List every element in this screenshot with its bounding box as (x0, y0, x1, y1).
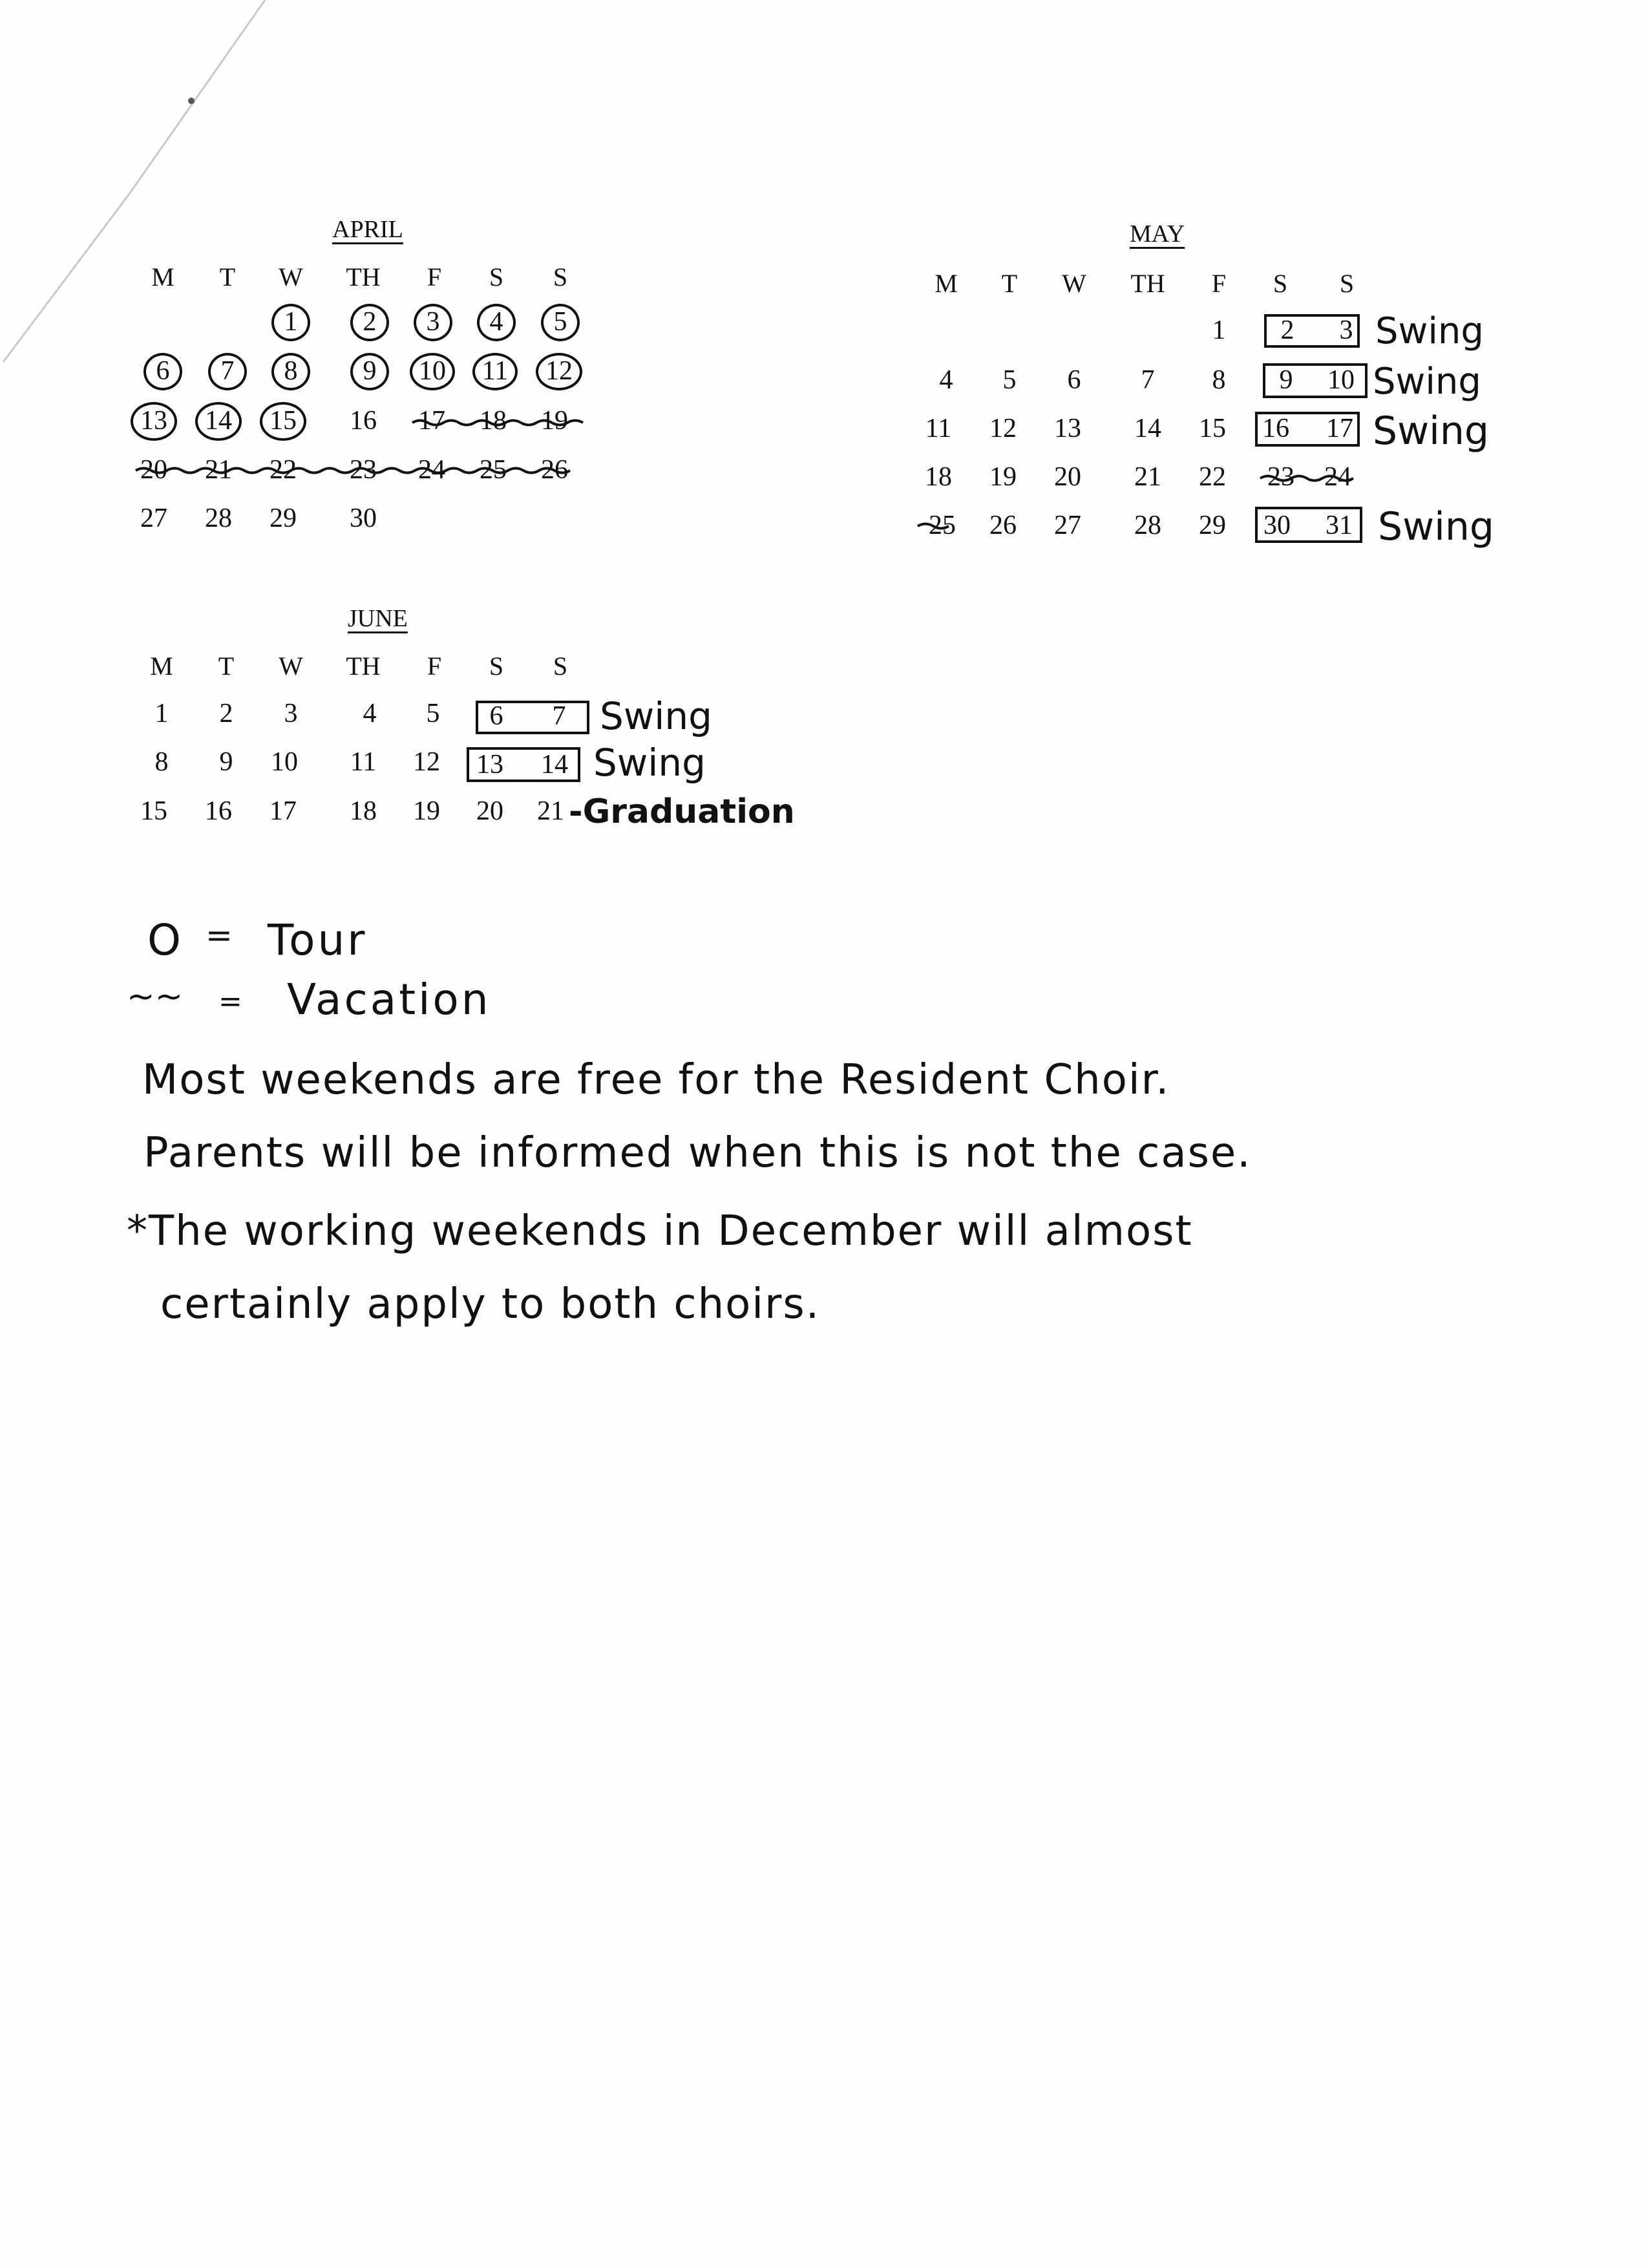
swing-annotation: Swing (1373, 408, 1489, 454)
day-number: 22 (269, 455, 297, 485)
day-number: 18 (480, 406, 507, 436)
weekday-label: S (1273, 269, 1288, 298)
day-number: 18 (350, 796, 377, 826)
day-number: 21 (205, 455, 232, 485)
day-number: 3 (284, 699, 298, 728)
weekday-label: T (219, 262, 236, 291)
day-number: 6 (489, 701, 503, 731)
day-number: 27 (140, 503, 167, 533)
day-number: 29 (1199, 511, 1226, 540)
swing-annotation: Swing (1375, 310, 1484, 352)
day-number: 18 (925, 462, 952, 492)
day-number: 30 (350, 503, 377, 533)
day-number: 17 (1326, 414, 1353, 443)
day-number: 20 (140, 455, 167, 485)
vacation-legend-equals: = (218, 985, 242, 1018)
day-number: 11 (481, 356, 509, 386)
day-number: 10 (419, 356, 446, 386)
day-number: 10 (1327, 365, 1355, 395)
weekday-label: F (427, 262, 442, 291)
weekday-label: S (553, 652, 568, 681)
day-number: 11 (350, 747, 377, 777)
day-number: 19 (413, 796, 440, 826)
day-number: 1 (1212, 315, 1226, 345)
day-number: 1 (284, 307, 298, 337)
day-number: 12 (989, 414, 1017, 443)
day-number: 30 (1263, 511, 1291, 540)
april-title: APRIL (332, 216, 403, 243)
weekday-label: M (150, 652, 173, 681)
day-number: 3 (1339, 315, 1353, 345)
day-number: 8 (284, 356, 298, 386)
day-number: 5 (1002, 365, 1017, 395)
vacation-legend-label: Vacation (287, 975, 491, 1024)
weekday-label: S (489, 262, 504, 291)
day-number: 3 (426, 307, 440, 337)
day-number: 1 (154, 699, 169, 728)
day-number: 7 (552, 701, 566, 731)
day-number: 15 (140, 796, 167, 826)
day-number: 14 (1134, 414, 1161, 443)
weekday-label: F (1211, 269, 1227, 298)
day-number: 24 (1324, 462, 1351, 492)
day-number: 16 (350, 406, 377, 436)
weekday-label: W (1062, 269, 1086, 298)
day-number: 16 (205, 796, 232, 826)
day-number: 10 (271, 747, 298, 777)
day-number: 13 (140, 406, 167, 436)
day-number: 20 (476, 796, 503, 826)
graduation-annotation: -Graduation (569, 792, 795, 831)
day-number: 27 (1054, 511, 1081, 540)
day-number: 9 (363, 356, 377, 386)
weekday-label: M (935, 269, 958, 298)
day-number: 25 (480, 455, 507, 485)
june-title: JUNE (348, 605, 408, 632)
note-line: certainly apply to both choirs. (160, 1280, 821, 1328)
day-number: 22 (1199, 462, 1226, 492)
swing-annotation: Swing (1378, 504, 1494, 549)
day-number: 15 (269, 406, 297, 436)
day-number: 9 (1279, 365, 1293, 395)
day-number: 17 (269, 796, 297, 826)
day-number: 28 (1134, 511, 1161, 540)
day-number: 23 (350, 455, 377, 485)
day-number: 5 (426, 699, 440, 728)
day-number: 7 (1141, 365, 1155, 395)
day-number: 6 (156, 356, 170, 386)
day-number: 29 (269, 503, 297, 533)
day-number: 21 (537, 796, 564, 826)
day-number: 8 (1212, 365, 1226, 395)
day-number: 2 (1280, 315, 1294, 345)
weekday-label: S (553, 262, 568, 291)
weekday-label: TH (346, 652, 381, 681)
day-number: 13 (476, 750, 503, 779)
day-number: 26 (541, 455, 568, 485)
weekday-label: T (1001, 269, 1018, 298)
note-line: *The working weekends in December will almost (127, 1207, 1193, 1255)
tour-legend-equals: = (206, 917, 233, 954)
day-number: 6 (1067, 365, 1081, 395)
weekday-label: W (279, 652, 303, 681)
weekday-label: M (151, 262, 174, 291)
day-number: 14 (205, 406, 232, 436)
weekday-label: W (279, 262, 303, 291)
swing-annotation: Swing (1373, 361, 1481, 403)
day-number: 13 (1054, 414, 1081, 443)
tour-legend-symbol: O (147, 915, 181, 965)
day-number: 12 (545, 356, 573, 386)
day-number: 31 (1326, 511, 1353, 540)
may-vacation-strikethrough (0, 0, 1422, 556)
day-number: 24 (418, 455, 445, 485)
day-number: 20 (1054, 462, 1081, 492)
may-title: MAY (1130, 220, 1185, 248)
day-number: 17 (418, 406, 445, 436)
tour-legend-label: Tour (268, 915, 368, 965)
day-number: 4 (489, 307, 503, 337)
day-number: 23 (1267, 462, 1294, 492)
day-number: 11 (925, 414, 952, 443)
weekday-label: TH (346, 262, 381, 291)
day-number: 7 (220, 356, 235, 386)
day-number: 25 (929, 511, 956, 540)
day-number: 26 (989, 511, 1017, 540)
swing-annotation: Swing (600, 694, 712, 738)
swing-annotation: Swing (593, 741, 706, 785)
day-number: 14 (541, 750, 568, 779)
day-number: 19 (989, 462, 1017, 492)
day-number: 5 (553, 307, 567, 337)
weekday-label: S (1339, 269, 1355, 298)
weekday-label: S (489, 652, 504, 681)
day-number: 8 (154, 747, 169, 777)
day-number: 4 (939, 365, 953, 395)
day-number: 15 (1199, 414, 1226, 443)
day-number: 21 (1134, 462, 1161, 492)
day-number: 4 (363, 699, 377, 728)
day-number: 2 (363, 307, 377, 337)
note-line: Most weekends are free for the Resident Choir. (142, 1056, 1170, 1104)
day-number: 9 (219, 747, 233, 777)
weekday-label: T (218, 652, 235, 681)
day-number: 28 (205, 503, 232, 533)
day-number: 16 (1262, 414, 1289, 443)
vacation-legend-symbol: ~~ (127, 977, 184, 1016)
weekday-label: TH (1130, 269, 1165, 298)
note-line: Parents will be informed when this is not the case. (143, 1129, 1252, 1177)
weekday-label: F (427, 652, 442, 681)
day-number: 2 (219, 699, 233, 728)
day-number: 12 (413, 747, 440, 777)
day-number: 19 (541, 406, 568, 436)
